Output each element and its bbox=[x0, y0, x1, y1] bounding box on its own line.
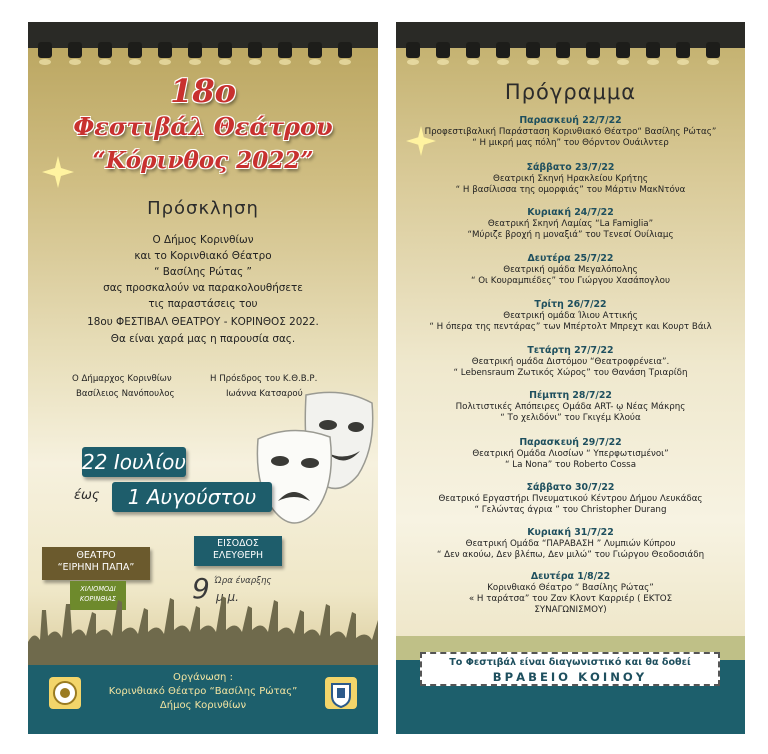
schedule-day: Παρασκευή 29/7/22 bbox=[519, 437, 622, 448]
schedule-day: Σάββατο 30/7/22 bbox=[526, 482, 615, 493]
date-separator: έως bbox=[74, 488, 100, 503]
free-entry-badge bbox=[194, 536, 282, 566]
invitation-panel bbox=[28, 22, 378, 734]
schedule-day: Δευτέρα 1/8/22 bbox=[530, 571, 611, 582]
schedule-line: « Η ταράτσα” του Ζαν Κλοντ Καρριέρ ( ΕΚΤΟΣ bbox=[468, 594, 673, 604]
schedule-line: Θεατρική Ομάδα Λιοσίων “ Υπερφωτισμένοι” bbox=[472, 449, 669, 459]
theatre-masks-icon bbox=[248, 387, 378, 537]
schedule-line: Προφεστιβαλική Παράσταση Κορινθιακό Θέατρο“ Βασίλης Ρώτας” bbox=[424, 127, 717, 137]
schedule-line: “ La Nona” του Roberto Cossa bbox=[504, 460, 637, 470]
venue-line: ΘΕΑΤΡΟ bbox=[76, 550, 116, 561]
prize-line: Το Φεστιβάλ είναι διαγωνιστικό και θα δοθεί bbox=[449, 657, 691, 668]
schedule-day: Πέμπτη 28/7/22 bbox=[529, 390, 612, 401]
schedule-day: Τρίτη 26/7/22 bbox=[534, 299, 607, 310]
programme-title: Πρόγραμμα bbox=[504, 80, 637, 104]
stage-lights-icon bbox=[396, 38, 745, 72]
invitation-line: τις παραστάσεις του bbox=[148, 298, 258, 310]
schedule-line: “ Γελώντας άγρια ” του Christopher Durang bbox=[474, 505, 667, 515]
crowd-silhouette-icon bbox=[28, 590, 378, 670]
schedule-line: Θεατρική ομάδα Ίλιου Αττικής bbox=[503, 311, 638, 321]
organizer-line: Κορινθιακό Θέατρο “Βασίλης Ρώτας” bbox=[108, 686, 298, 697]
schedule-line: Θεατρική Σκηνή Λαμίας “La Famiglia” bbox=[487, 219, 654, 229]
invitation-line: Ο Δήμος Κορινθίων bbox=[152, 234, 254, 246]
schedule-day: Κυριακή 31/7/22 bbox=[527, 527, 614, 538]
schedule-line: “ Δεν ακούω, Δεν βλέπω, Δεν μιλώ” του Γιώργου Θεοδοσιάδη bbox=[436, 550, 705, 560]
organizer-title: Οργάνωση : bbox=[173, 672, 233, 683]
mayor-name: Βασίλειος Νανόπουλος bbox=[76, 389, 175, 399]
start-time-label: Ώρα έναρξης bbox=[214, 576, 272, 586]
invitation-line: Θα είναι χαρά μας η παρουσία σας. bbox=[110, 333, 296, 345]
venue-location-line: ΚΟΡΙΝΘΙΑΣ bbox=[79, 595, 117, 603]
organizer-line: Δήμος Κορινθίων bbox=[159, 700, 247, 711]
start-time-unit: μ.μ. bbox=[216, 590, 239, 604]
schedule-line: “ Η όπερα της πεντάρας” των Μπέρτολτ Μπρεχτ και Κουρτ Βάιλ bbox=[429, 322, 712, 332]
venue-line: “ΕΙΡΗΝΗ ΠΑΠΑ” bbox=[57, 562, 135, 573]
festival-edition: 18ο bbox=[170, 72, 236, 110]
schedule-line: ΣΥΝΑΓΩΝΙΣΜΟΥ) bbox=[534, 605, 607, 615]
president-role: Η Πρόεδρος του Κ.Θ.Β.Ρ. bbox=[210, 374, 318, 384]
schedule-line: Πολιτιστικές Απόπειρες Ομάδα ART- ῳ Νέας Μάκρης bbox=[455, 402, 686, 412]
venue-location-line: ΧΙΛΙΟΜΟΔΙ bbox=[80, 585, 116, 593]
schedule-line: Κορινθιακό Θέατρο “ Βασίλης Ρώτας” bbox=[487, 583, 654, 593]
schedule-day: Τετάρτη 27/7/22 bbox=[527, 345, 614, 356]
schedule-day: Παρασκευή 22/7/22 bbox=[519, 115, 622, 126]
schedule-line: Θεατρική Ομάδα “ΠΑΡΑΒΑΣΗ ” Λυμπιών Κύπρου bbox=[465, 539, 676, 549]
schedule-line: Θεατρικό Εργαστήρι Πνευματικού Κέντρου Δήμου Λευκάδας bbox=[438, 494, 703, 504]
festival-title: Φεστιβάλ Θεάτρου bbox=[73, 112, 333, 141]
schedule-line: “ Η μικρή μας πόλη” του Θόρντον Ουάιλντερ bbox=[472, 138, 669, 148]
invitation-line: 18ου ΦΕΣΤΙΒΑΛ ΘΕΑΤΡΟΥ - ΚΟΡΙΝΘΟΣ 2022. bbox=[87, 316, 319, 328]
schedule-day: Δευτέρα 25/7/22 bbox=[527, 253, 614, 264]
schedule-line: Θεατρική Σκηνή Ηρακλείου Κρήτης bbox=[493, 174, 648, 184]
entry-line: ΕΙΣΟΔΟΣ bbox=[217, 538, 259, 549]
schedule-line: “Μύριζε βροχή η μοναξιά” του Τενεσί Ουίλιαμς bbox=[467, 230, 674, 240]
schedule-line: Θεατρική ομάδα Μεγαλόπολης bbox=[503, 265, 638, 275]
start-time-hour: 9 bbox=[192, 572, 210, 605]
audience-award: ΒΡΑΒΕΙΟ ΚΟΙΝΟΥ bbox=[492, 670, 648, 684]
schedule-day: Κυριακή 24/7/22 bbox=[527, 207, 614, 218]
schedule-line: “ Οι Κουραμπιέδες” του Γιώργου Χασάπογλου bbox=[470, 276, 671, 286]
entry-line: ΕΛΕΥΘΕΡΗ bbox=[213, 550, 263, 561]
schedule-line: Θεατρική ομάδα Διστόμου “Θεατροφρένεια”. bbox=[471, 357, 670, 367]
president-name: Ιωάννα Κατσαρού bbox=[226, 389, 303, 399]
venue-badge bbox=[42, 547, 150, 580]
sparkle-icon bbox=[42, 156, 74, 188]
schedule-line: “ Το χελιδόνι” του Γκιγέμ Κλούα bbox=[500, 413, 641, 423]
festival-name: “Κόρινθος 2022” bbox=[92, 147, 314, 174]
invitation-title: Πρόσκληση bbox=[147, 198, 259, 219]
stage-lights-icon bbox=[28, 38, 378, 72]
date-to: 1 Αυγούστου bbox=[112, 482, 272, 512]
invitation-line: και το Κορινθιακό Θέατρο bbox=[134, 250, 272, 262]
invitation-line: σας προσκαλούν να παρακολουθήσετε bbox=[103, 282, 303, 294]
invitation-line: “ Βασίλης Ρώτας ” bbox=[154, 266, 252, 278]
schedule-line: “ Η βασίλισσα της ομορφιάς” του Μάρτιν ΜακΝτόνα bbox=[455, 185, 686, 195]
programme-panel bbox=[396, 22, 745, 734]
schedule-day: Σάββατο 23/7/22 bbox=[526, 162, 615, 173]
mayor-role: Ο Δήμαρχος Κορινθίων bbox=[72, 374, 172, 384]
schedule-line: “ Lebensraum Ζωτικός Χώρος” του Θανάση Τριαρίδη bbox=[453, 368, 688, 378]
date-from: 22 Ιουλίου bbox=[82, 447, 186, 477]
